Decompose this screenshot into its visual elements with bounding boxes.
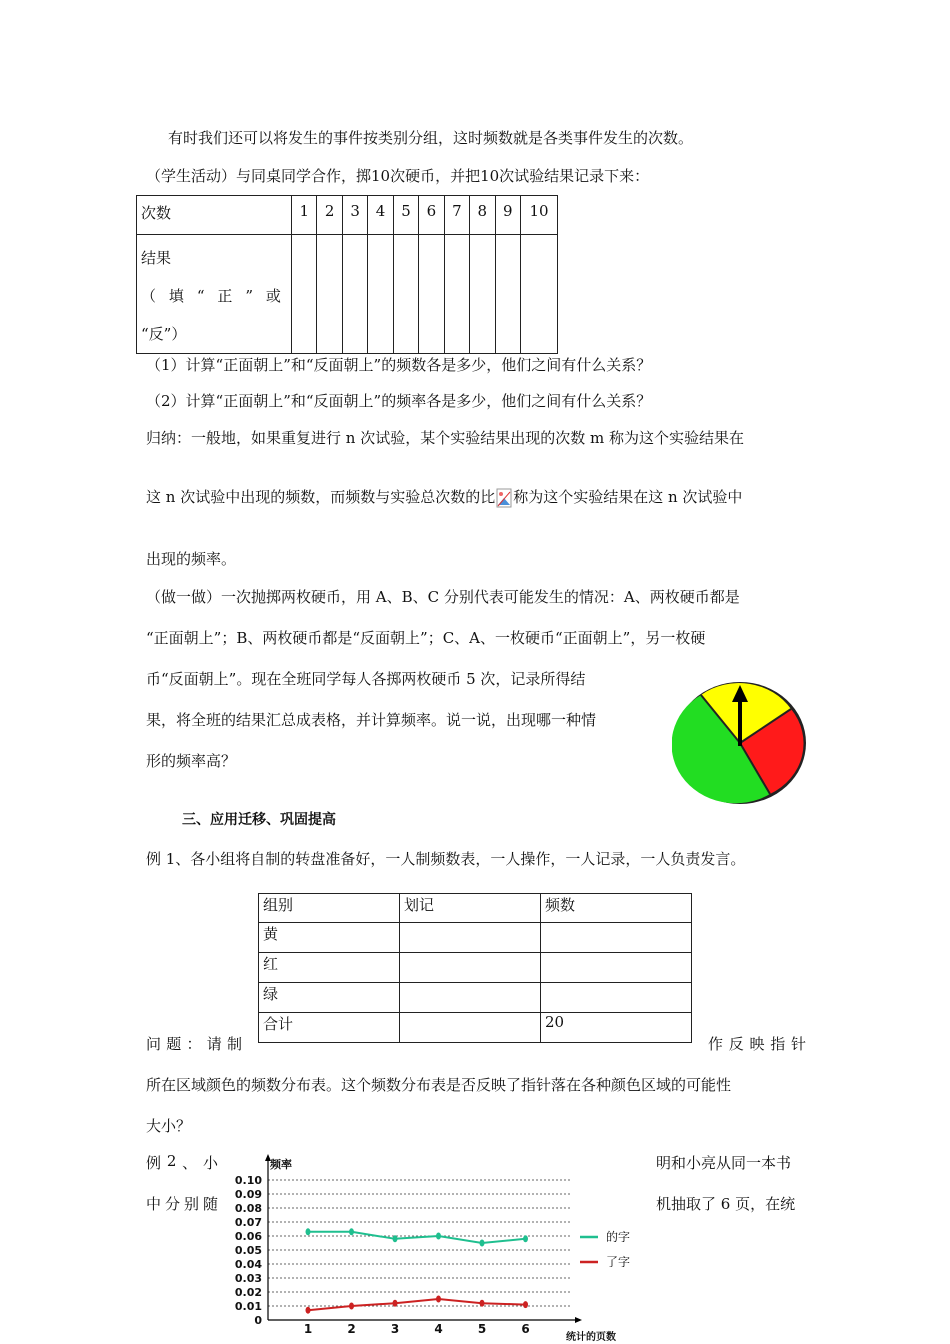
table-cell [444,235,469,354]
table-cell [317,235,342,354]
table-row: 合计 20 [259,1013,692,1043]
question-line-2: 所在区域颜色的频数分布表。这个频数分布表是否反映了指针落在各种颜色区域的可能性 [146,1076,732,1094]
table-cell: 5 [393,196,418,235]
data-point [436,1233,441,1240]
example-2-left-2: 中 分 别 随 [146,1195,218,1213]
color-spinner [672,680,808,806]
example-1: 例 1、各小组将自制的转盘准备好，一人制频数表，一人操作，一人记录，一人负责发言。 [146,850,746,868]
y-tick-label: 0.02 [234,1286,262,1299]
student-activity-paragraph: （学生活动）与同桌同学合作，掷10次硬币，并把10次试验结果记录下来： [146,167,650,185]
table-cell [368,235,393,354]
table-row: 绿 [259,983,692,1013]
frequency-table [258,893,692,1043]
table-cell: 7 [444,196,469,235]
question-line-3: 大小？ [146,1117,192,1135]
summary-line-1: 归纳：一般地，如果重复进行 n 次试验，某个实验结果出现的次数 m 称为这个实验结果在 [146,429,744,447]
x-tick-label: 4 [434,1322,443,1336]
series-line [308,1299,526,1310]
legend-label: 的字 [606,1230,631,1244]
y-tick-label: 0.08 [234,1202,262,1215]
data-point [349,1303,354,1310]
summary-line-2: 这 n 次试验中出现的频数，而频数与实验总次数的比 称为这个实验结果在这 n 次试验中 [146,488,743,506]
y-tick-label: 0.03 [234,1272,262,1285]
x-tick-label: 2 [347,1322,356,1336]
x-tick-label: 5 [477,1322,487,1336]
example-2-left-1: 例 2 、 小 [146,1152,218,1172]
table-cell [342,235,367,354]
intro-paragraph: 有时我们还可以将发生的事件按类别分组，这时频数就是各类事件发生的次数。 [168,129,694,147]
broken-formula-image-icon [496,488,512,508]
activity-line-2: “正面朝上”；B、两枚硬币都是“反面朝上”；C、A、一枚硬币“正面朝上”，另一枚硬 [146,629,706,647]
y-tick-label: 0.04 [234,1258,262,1271]
x-axis-label: 统计的页数 [566,1332,616,1342]
table-header: 划记 [400,894,541,923]
legend-label: 了字 [606,1255,631,1269]
table-cell: 2 [317,196,342,235]
y-tick-label: 0.07 [234,1216,262,1229]
table-cell [393,235,418,354]
y-tick-label: 0.06 [234,1230,262,1243]
y-axis-label: 频率 [270,1158,292,1171]
x-axis-arrow-icon [575,1317,582,1323]
table-header: 频数 [541,894,692,923]
table-cell [495,235,521,354]
question-right: 作 反 映 指 针 [708,1035,806,1053]
coin-toss-table [136,195,558,354]
table-cell [292,235,317,354]
question-1: （1）计算“正面朝上”和“反面朝上”的频数各是多少，他们之间有什么关系？ [146,356,652,374]
data-point [436,1296,441,1303]
table-cell: 1 [292,196,317,235]
x-tick-label: 6 [521,1322,530,1336]
example-2-right-2: 机抽取了 6 页，在统 [656,1195,796,1213]
y-tick-label: 0 [254,1314,262,1327]
data-point [523,1235,528,1242]
data-point [480,1300,485,1307]
activity-line-1: （做一做）一次抛掷两枚硬币，用 A、B、C 分别代表可能发生的情况：A、两枚硬币都是 [146,588,740,606]
summary-line-3: 出现的频率。 [146,550,237,568]
activity-line-3: 币“反面朝上”。现在全班同学每人各掷两枚硬币 5 次，记录所得结 [146,670,586,688]
table-cell: 9 [495,196,521,235]
y-tick-label: 0.05 [234,1244,262,1257]
table-header: 组别 [259,894,400,923]
table-cell [419,235,444,354]
x-tick-label: 1 [303,1322,313,1336]
table-cell [521,235,558,354]
y-tick-label: 0.01 [234,1300,262,1313]
question-2: （2）计算“正面朝上”和“反面朝上”的频率各是多少，他们之间有什么关系？ [146,392,652,410]
y-tick-label: 0.10 [234,1174,262,1187]
data-point [393,1300,398,1307]
section-heading: 三、应用迁移、巩固提高 [182,812,336,828]
table-cell [470,235,495,354]
data-point [306,1307,311,1314]
table-cell: 3 [342,196,367,235]
table-row: 黄 [259,923,692,953]
table-cell: 8 [470,196,495,235]
table-cell: 6 [419,196,444,235]
data-point [523,1301,528,1308]
table-row: 红 [259,953,692,983]
frequency-line-chart [220,1152,650,1342]
data-point [393,1235,398,1242]
x-tick-label: 3 [390,1322,400,1336]
y-tick-label: 0.09 [234,1188,262,1201]
table-cell: 4 [368,196,393,235]
table-row-label: 结果 （ 填 “ 正 ” 或 “反”） [137,235,292,354]
activity-line-5: 形的频率高？ [146,752,237,770]
data-point [349,1228,354,1235]
activity-line-4: 果，将全班的结果汇总成表格，并计算频率。说一说，出现哪一种情 [146,711,597,729]
example-2-right-1: 明和小亮从同一本书 [656,1154,792,1172]
table-cell: 10 [521,196,558,235]
series-line [308,1232,526,1243]
question-left: 问 题 ： 请 制 [146,1035,242,1053]
data-point [306,1228,311,1235]
data-point [480,1240,485,1247]
table-row-label: 次数 [137,196,292,235]
